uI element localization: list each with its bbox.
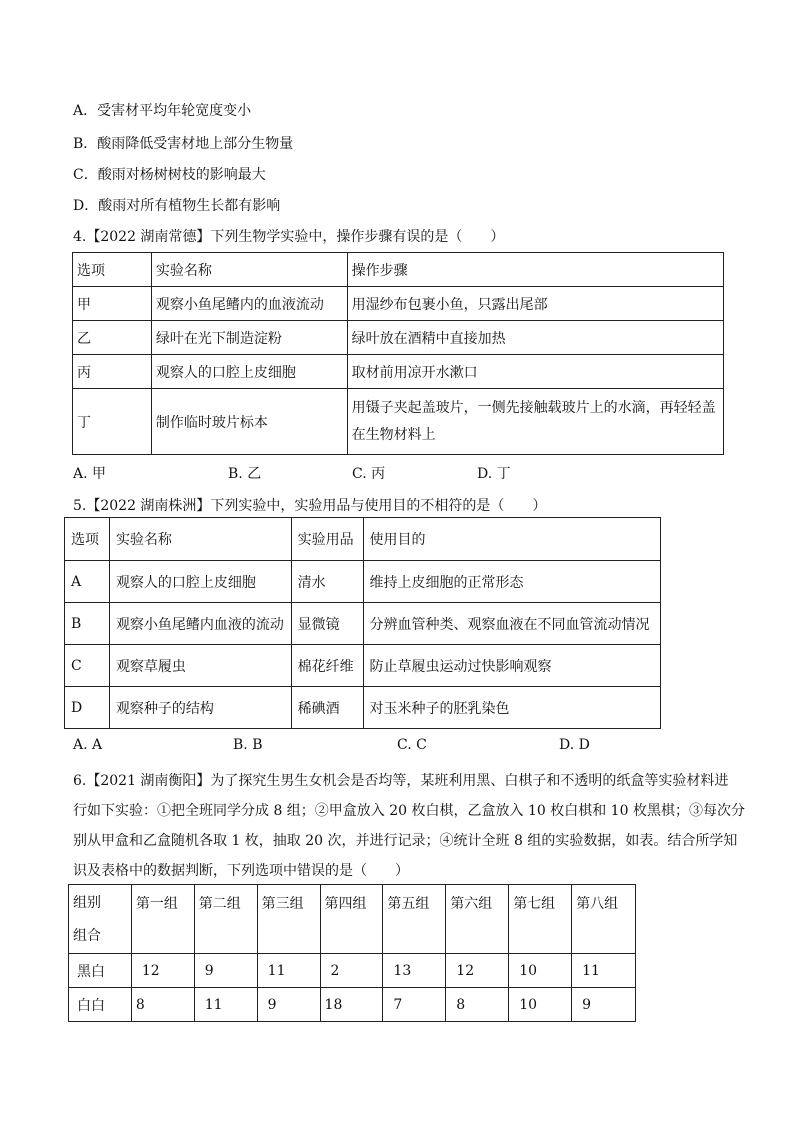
table-cell: 观察人的口腔上皮细胞 <box>109 561 291 603</box>
table-corner-cell <box>69 885 132 954</box>
table-cell: 丙 <box>73 355 152 389</box>
table-header-cell: 实验名称 <box>151 253 347 287</box>
table-cell: 13 <box>383 954 446 988</box>
corner-label-combination: 组合 <box>73 928 101 944</box>
q3-option-b: B．酸雨降低受害材地上部分生物量 <box>73 136 294 152</box>
q4-option-a: A. 甲 <box>73 466 107 482</box>
table-cell: 显微镜 <box>291 603 363 645</box>
table-cell: 维持上皮细胞的正常形态 <box>363 561 661 603</box>
table-row <box>73 355 724 389</box>
table-header-cell: 第五组 <box>383 885 446 954</box>
table-cell: 观察人的口腔上皮细胞 <box>151 355 347 389</box>
table-row <box>65 645 661 687</box>
q5-table <box>64 517 661 729</box>
table-cell: 7 <box>383 988 446 1022</box>
table-cell: 分辨血管种类、观察血液在不同血管流动情况 <box>363 603 661 645</box>
q5-option-a: A. A <box>73 737 103 753</box>
table-cell: 10 <box>509 954 572 988</box>
table-header-cell: 使用目的 <box>363 518 661 561</box>
table-cell: 绿叶在光下制造淀粉 <box>151 321 347 355</box>
table-cell: 11 <box>194 988 257 1022</box>
table-cell: 9 <box>257 988 320 1022</box>
table-cell: 用镊子夹起盖玻片，一侧先接触载玻片上的水滴，再轻轻盖在生物材料上 <box>347 389 723 455</box>
table-cell: 9 <box>194 954 257 988</box>
table-cell: 8 <box>446 988 509 1022</box>
table-row-label: 黑白 <box>69 954 132 988</box>
table-cell: A <box>65 561 110 603</box>
table-cell: 2 <box>320 954 383 988</box>
table-row <box>73 287 724 321</box>
q6-stem-line-3: 别从甲盒和乙盒随机各取 1 枚，抽取 20 次，并进行记录；④统计全班 8 组的实验数据，如表。结合所学知 <box>73 833 738 849</box>
table-cell: 对玉米种子的胚乳染色 <box>363 687 661 729</box>
table-cell: 18 <box>320 988 383 1022</box>
table-cell: 12 <box>446 954 509 988</box>
table-row <box>65 561 661 603</box>
table-cell: 8 <box>131 988 194 1022</box>
table-cell: 观察小鱼尾鳍内的血液流动 <box>151 287 347 321</box>
table-header-row <box>69 885 636 954</box>
q6-stem-line-2: 行如下实验：①把全班同学分成 8 组；②甲盒放入 20 枚白棋，乙盒放入 10 枚白棋和 10 枚黑棋；③每次分 <box>73 803 745 819</box>
table-cell: 棉花纤维 <box>291 645 363 687</box>
table-header-cell: 第三组 <box>257 885 320 954</box>
table-header-cell: 实验用品 <box>291 518 363 561</box>
table-cell: 10 <box>509 988 572 1022</box>
table-header-cell: 第六组 <box>446 885 509 954</box>
table-header-cell: 实验名称 <box>109 518 291 561</box>
q4-option-b: B. 乙 <box>228 466 262 482</box>
table-cell: C <box>65 645 110 687</box>
table-header-cell: 第二组 <box>194 885 257 954</box>
table-header-row <box>73 253 724 287</box>
table-row-label: 白白 <box>69 988 132 1022</box>
table-cell: 制作临时玻片标本 <box>151 389 347 455</box>
q6-stem-line-1: 6.【2021 湖南衡阳】为了探究生男生女机会是否均等，某班利用黑、白棋子和不透明的纸盒等实验材料进 <box>73 773 729 789</box>
table-cell: 11 <box>572 954 636 988</box>
table-cell: 12 <box>131 954 194 988</box>
table-cell: D <box>65 687 110 729</box>
table-header-cell: 第八组 <box>572 885 636 954</box>
q5-option-c: C. C <box>397 737 427 753</box>
q4-option-d: D. 丁 <box>477 466 511 482</box>
table-row <box>69 988 636 1022</box>
q4-option-c: C. 丙 <box>352 466 386 482</box>
table-cell: 用湿纱布包裹小鱼，只露出尾部 <box>347 287 723 321</box>
table-header-cell: 选项 <box>73 253 152 287</box>
corner-label-group: 组别 <box>73 895 101 911</box>
table-cell: 取材前用凉开水漱口 <box>347 355 723 389</box>
q3-option-c: C．酸雨对杨树树枝的影响最大 <box>73 167 266 183</box>
q5-stem: 5.【2022 湖南株洲】下列实验中，实验用品与使用目的不相符的是（ ） <box>73 498 547 514</box>
table-cell: 丁 <box>73 389 152 455</box>
table-cell: B <box>65 603 110 645</box>
table-cell: 9 <box>572 988 636 1022</box>
table-cell: 观察小鱼尾鳍内血液的流动 <box>109 603 291 645</box>
table-cell: 稀碘酒 <box>291 687 363 729</box>
table-cell: 观察种子的结构 <box>109 687 291 729</box>
table-header-cell: 第四组 <box>320 885 383 954</box>
q3-option-a: A．受害材平均年轮宽度变小 <box>73 103 252 119</box>
q5-option-d: D. D <box>559 737 590 753</box>
q6-table <box>68 884 636 1022</box>
table-row <box>73 389 724 455</box>
table-cell: 清水 <box>291 561 363 603</box>
table-cell: 防止草履虫运动过快影响观察 <box>363 645 661 687</box>
q6-stem-line-4: 识及表格中的数据判断，下列选项中错误的是（ ） <box>73 863 409 879</box>
table-row <box>69 954 636 988</box>
table-row <box>65 687 661 729</box>
table-header-row <box>65 518 661 561</box>
table-cell: 绿叶放在酒精中直接加热 <box>347 321 723 355</box>
q3-option-d: D．酸雨对所有植物生长都有影响 <box>73 198 281 214</box>
table-row <box>73 321 724 355</box>
table-header-cell: 第一组 <box>131 885 194 954</box>
table-row <box>65 603 661 645</box>
table-cell: 观察草履虫 <box>109 645 291 687</box>
table-cell: 甲 <box>73 287 152 321</box>
q4-stem: 4.【2022 湖南常德】下列生物学实验中，操作步骤有误的是（ ） <box>73 229 505 245</box>
table-cell: 乙 <box>73 321 152 355</box>
q5-option-b: B. B <box>233 737 263 753</box>
table-cell: 11 <box>257 954 320 988</box>
table-header-cell: 第七组 <box>509 885 572 954</box>
table-header-cell: 选项 <box>65 518 110 561</box>
table-header-cell: 操作步骤 <box>347 253 723 287</box>
q4-table <box>72 252 724 455</box>
